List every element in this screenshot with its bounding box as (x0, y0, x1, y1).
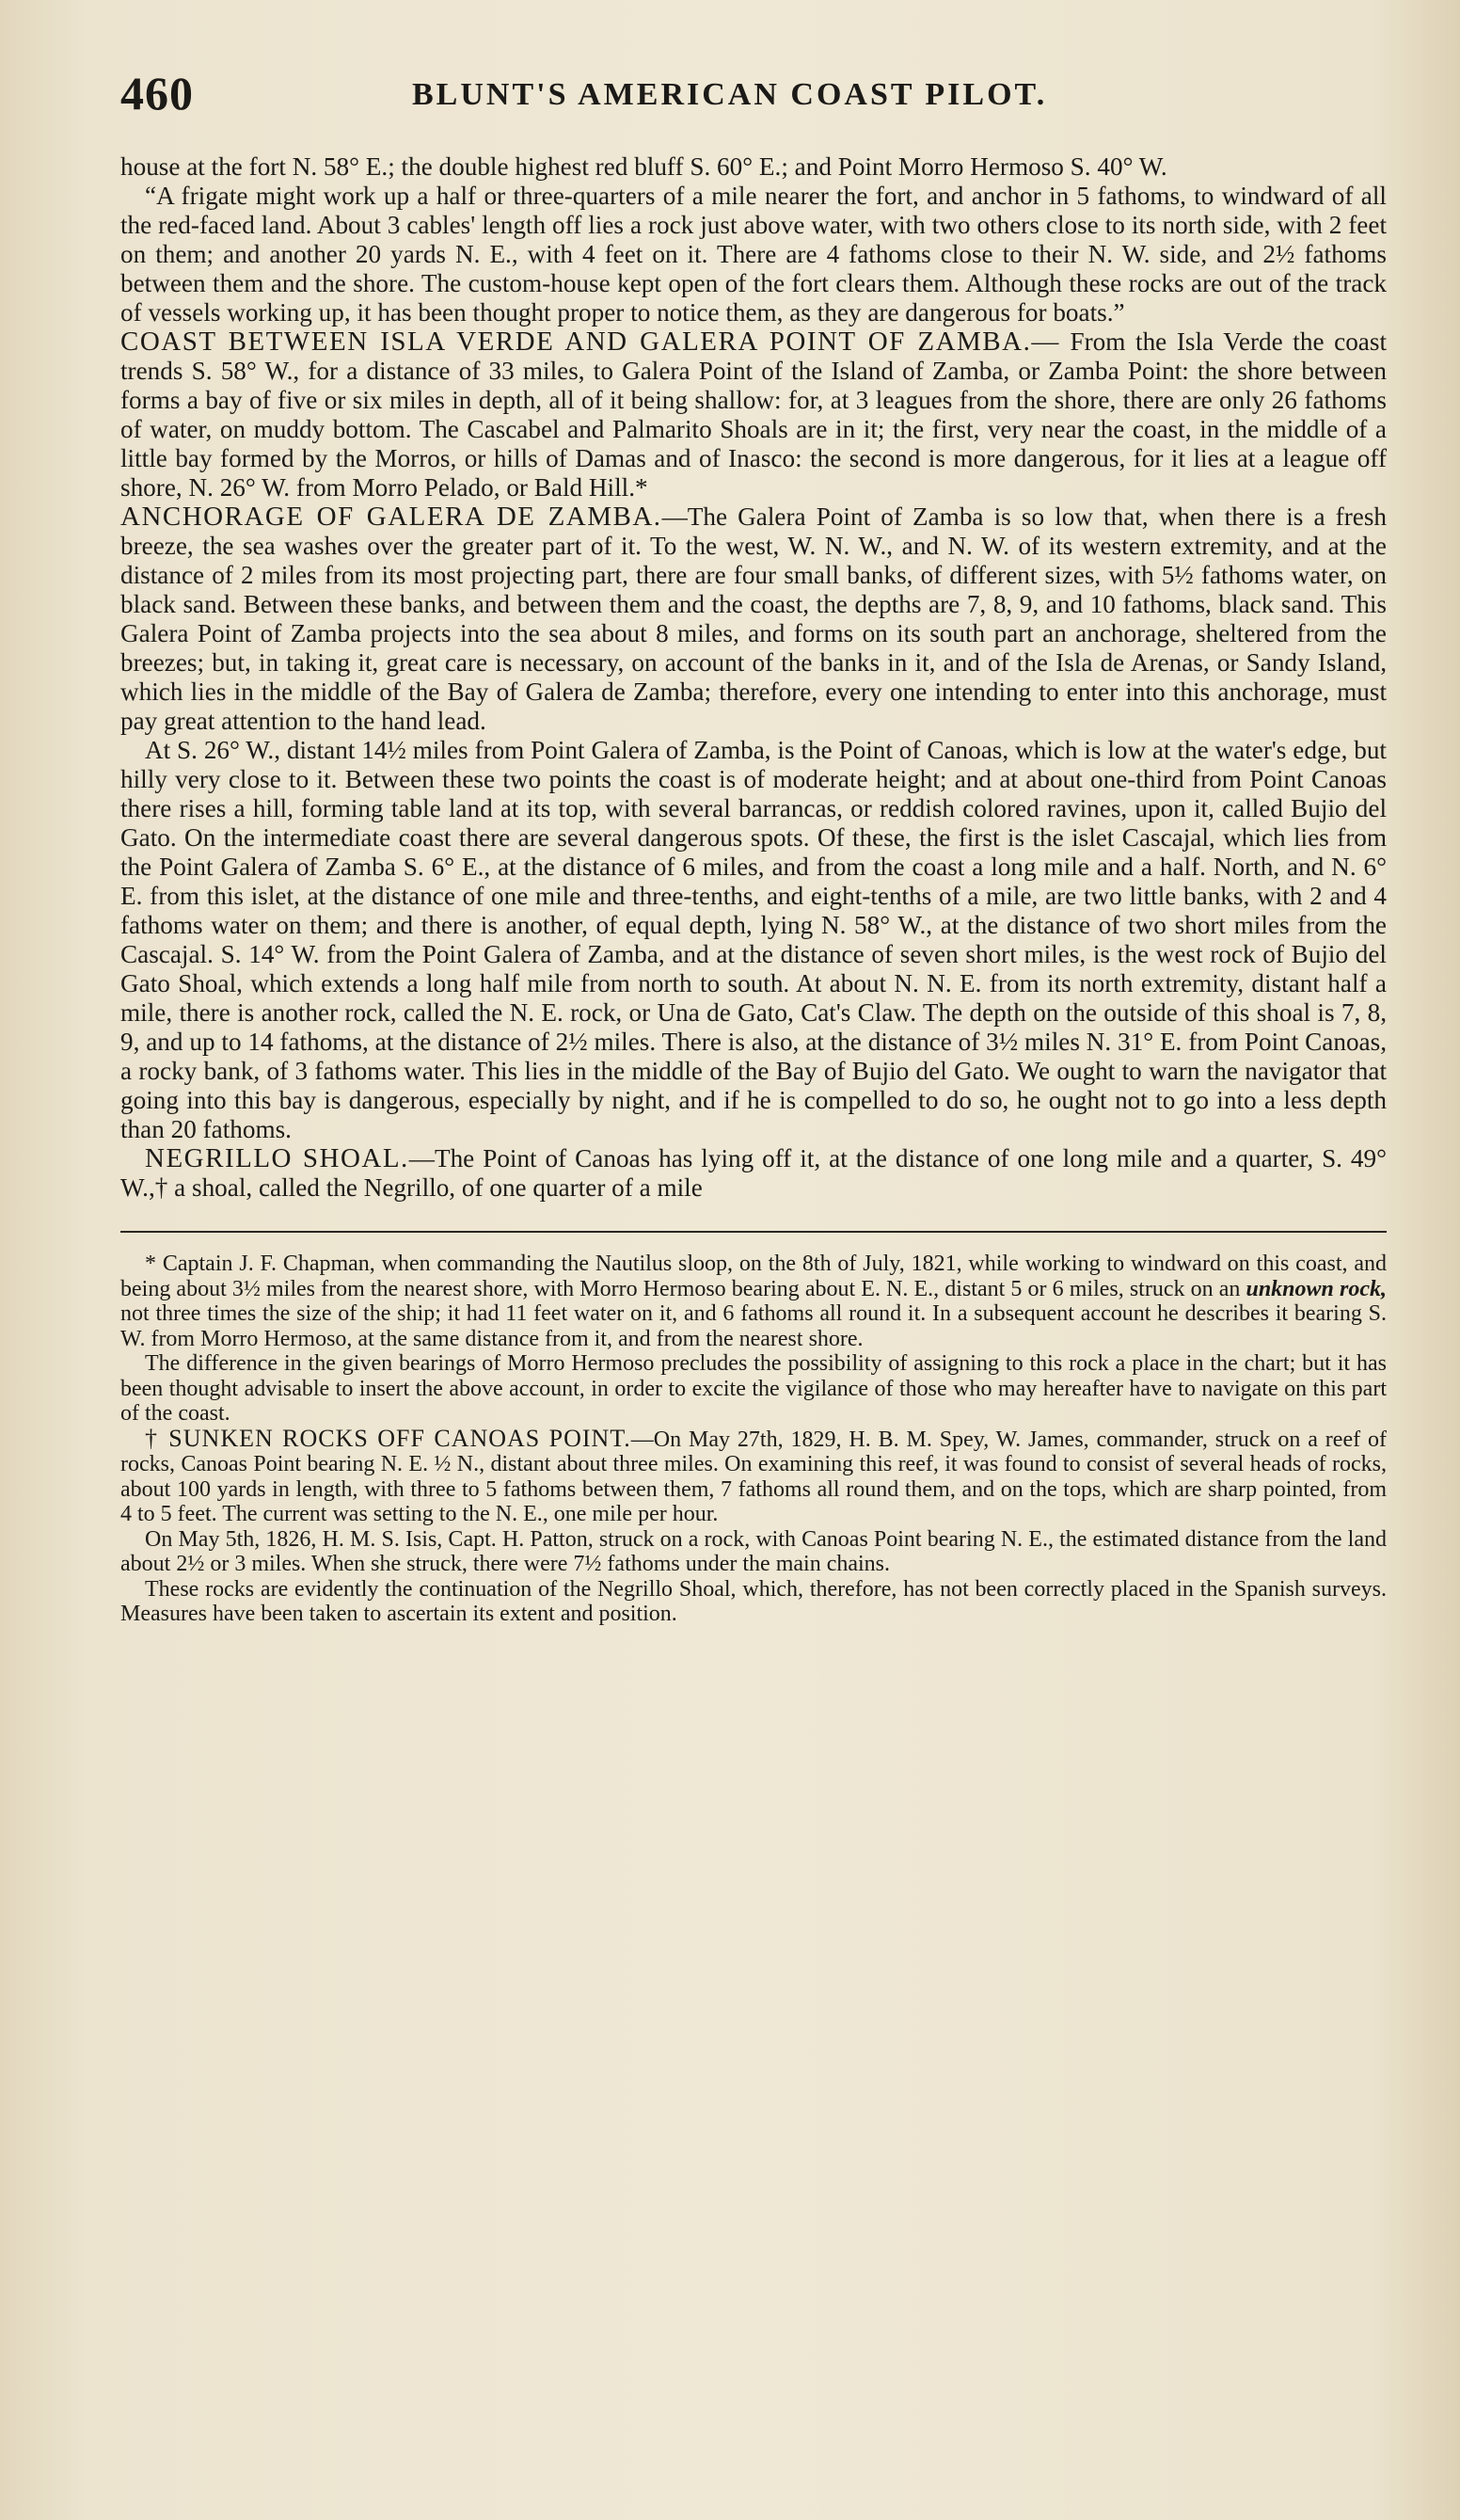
footnote-chapman (120, 1252, 1387, 1351)
paragraph-continuation: house at the fort N. 58° E.; the double highest red bluff S. 60° E.; and Point Morro Hermoso S. 40° W. (120, 152, 1167, 181)
running-title: BLUNT'S AMERICAN COAST PILOT. (412, 77, 1048, 112)
paragraph-frigate-quote: “A frigate might work up a half or three-quarters of a mile nearer the fort, and anchor in 5 fathoms, to windward of all the red-faced land. About 3 cables' length off lies a rock just above water, with two others close to its north side, with 2 feet on them; and another 20 yards N. E., with 4 feet on it. There are 4 fathoms close to their N. W. side, and 2½ fathoms between them and the shore. The custom-house kept open of the fort clears them. Although these rocks are out of the track of vessels working up, it has been thought proper to notice them, as they are dangerous for boats.” (120, 182, 1387, 327)
section-heading-coast-between: COAST BETWEEN ISLA VERDE AND GALERA POINT OF ZAMBA.— (120, 327, 1060, 357)
footnote-bearings: The difference in the given bearings of Morro Hermoso precludes the possibility of assigning to this rock a place in the chart; but it has been thought advisable to insert the above account, in order to excite the vigilance of those who may hereafter have to navigate on this part of the coast. (120, 1351, 1387, 1426)
footnote-text-sunken-rocks: —On May 27th, 1829, H. B. M. Spey, W. James, commander, struck on a reef of rocks, Canoas Point bearing N. E. ½ N., distant about three miles. On examining this reef, it was found to consist of several heads of rocks, about 100 yards in length, with three to 5 fathoms between them, 7 fathoms all round them, and on the tops, which are sharp pointed, from 4 to 5 feet. The current was setting to the N. E., one mile per hour. (120, 1427, 1387, 1526)
paragraph-point-canoas: At S. 26° W., distant 14½ miles from Point Galera of Zamba, is the Point of Canoas, which is low at the water's edge, but hilly very close to it. Between these two points the coast is of moderate height; and at about one-third from Point Canoas there rises a hill, forming table land at its top, with several barrancas, or reddish colored ravines, upon it, called Bujio del Gato. On the intermediate coast there are several dangerous spots. Of these, the first is the islet Cascajal, which lies from the Point Galera of Zamba S. 6° E., at the distance of 6 miles, and from the coast a long mile and a half. North, and N. 6° E. from this islet, at the distance of one mile and three-tenths, and eight-tenths of a mile, are two little banks, with 2 and 4 fathoms water on them; and there is another, of equal depth, lying N. 58° W., at the distance of two short miles from the Cascajal. S. 14° W. from the Point Galera of Zamba, and at the distance of seven short miles, is the west rock of Bujio del Gato Shoal, which extends a long half mile from north to south. At about N. N. E. from its north extremity, distant half a mile, there is another rock, called the N. E. rock, or Una de Gato, Cat's Claw. The depth on the outside of this shoal is 7, 8, 9, and up to 14 fathoms, at the distance of 2½ miles. There is also, at the distance of 3½ miles N. 31° E. from Point Canoas, a rocky bank, of 3 fathoms water. This lies in the middle of the Bay of Bujio del Gato. We ought to warn the navigator that going into this bay is dangerous, especially by night, and if he is compelled to do so, he ought not to go into a less depth than 20 fathoms. (120, 736, 1387, 1143)
footnote-heading-sunken-rocks: † SUNKEN ROCKS OFF CANOAS POINT. (145, 1424, 631, 1452)
footnote-chapman-emphasis: unknown rock, (1246, 1276, 1387, 1301)
footnote-sunken-rocks (120, 1424, 1387, 1527)
main-text (120, 152, 1387, 1203)
footnote-divider (120, 1231, 1387, 1233)
page-number: 460 (120, 67, 194, 120)
section-text-anchorage: —The Galera Point of Zamba is so low that, when there is a fresh breeze, the sea washes over the greater part of it. To the west, W. N. W., and N. W. of its western extremity, and at the distance of 2 miles from its most projecting part, there are four small banks, of different sizes, with 5½ fathoms water, on black sand. Between these banks, and between them and the coast, the depths are 7, 8, 9, and 10 fathoms, black sand. This Galera Point of Zamba projects into the sea about 8 miles, and forms on its south part an anchorage, sheltered from the breezes; but, in taking it, great care is necessary, on account of the banks in it, and of the Isla de Arenas, or Sandy Island, which lies in the middle of the Bay of Galera de Zamba; therefore, every one intending to enter into this anchorage, must pay great attention to the hand lead. (120, 502, 1387, 735)
footnote-isis: On May 5th, 1826, H. M. S. Isis, Capt. H. Patton, struck on a rock, with Canoas Point bearing N. E., the estimated distance from the land about 2½ or 3 miles. When she struck, there were 7½ fathoms under the main chains. (120, 1526, 1387, 1576)
paragraph-anchorage (120, 502, 1387, 736)
paragraph-coast-between (120, 327, 1387, 502)
footnote-continuation: These rocks are evidently the continuation of the Negrillo Shoal, which, therefore, has not been correctly placed in the Spanish surveys. Measures have been taken to ascertain its extent and position. (120, 1576, 1387, 1626)
footnote-chapman-text-b: not three times the size of the ship; it had 11 feet water on it, and 6 fathoms all round it. In a subsequent account he describes it bearing S. W. from Morro Hermoso, at the same distance from it, and from the nearest shore. (120, 1301, 1387, 1351)
paragraph-negrillo (120, 1144, 1387, 1203)
section-heading-negrillo: NEGRILLO SHOAL. (145, 1143, 409, 1173)
section-text-negrillo: —The Point of Canoas has lying off it, at the distance of one long mile and a quarter, S. 49° W.,† a shoal, called the Negrillo, of one quarter of a mile (120, 1144, 1387, 1202)
section-heading-anchorage: ANCHORAGE OF GALERA DE ZAMBA. (120, 502, 662, 532)
page-header (120, 66, 1387, 126)
section-text-coast-between: From the Isla Verde the coast trends S. 58° W., for a distance of 33 miles, to Galera Point of the Island of Zamba, or Zamba Point: the shore between forms a bay of five or six miles in depth, all of it being shallow: for, at 3 leagues from the shore, there are only 26 fathoms of water, on muddy bottom. The Cascabel and Palmarito Shoals are in it; the first, very near the coast, in the middle of a little bay formed by the Morros, or hills of Damas and of Inasco: the second is more dangerous, for it lies at a league off shore, N. 26° W. from Morro Pelado, or Bald Hill.* (120, 327, 1388, 502)
footnote-chapman-text-a: * Captain J. F. Chapman, when commanding the Nautilus sloop, on the 8th of July, 1821, while working to windward on this coast, and being about 3½ miles from the nearest shore, with Morro Hermoso bearing about E. N. E., distant 5 or 6 miles, struck on an (120, 1252, 1387, 1301)
footnotes (120, 1252, 1387, 1627)
